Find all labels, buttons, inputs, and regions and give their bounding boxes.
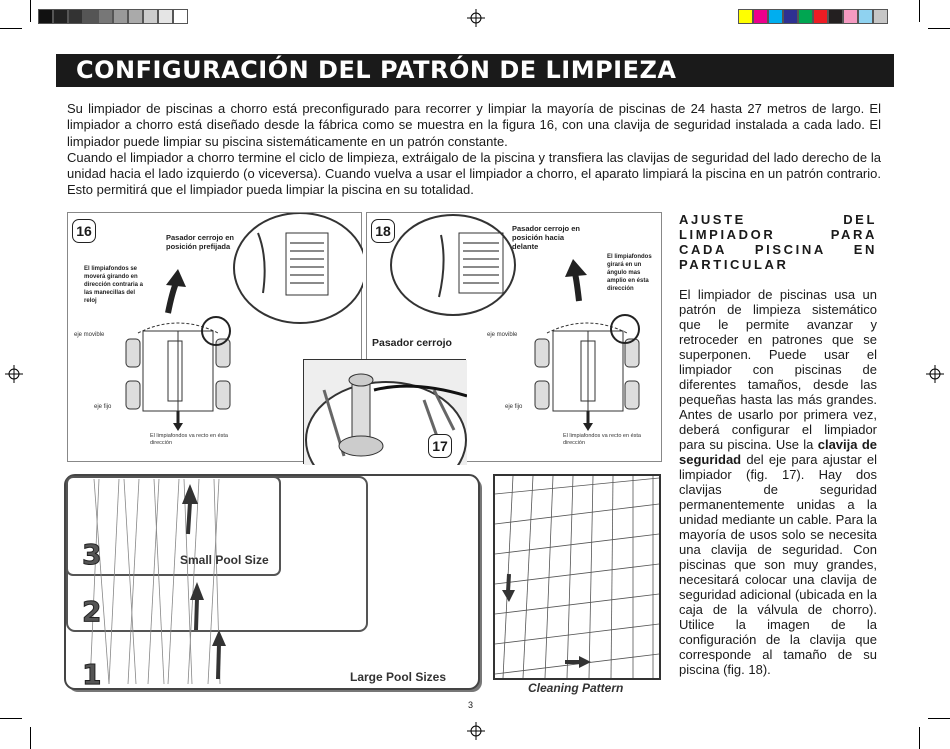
- rotation-label: El limpiafondos se moverá girando en dirección contraria a las manecillas del reloj: [84, 266, 144, 304]
- registration-mark-icon: [467, 9, 485, 27]
- registration-mark-icon: [5, 365, 23, 383]
- crop-mark: [928, 28, 950, 29]
- crop-mark: [30, 727, 31, 749]
- grayscale-swatches: [38, 9, 188, 24]
- fixed-axis-label: eje fijo: [505, 404, 523, 410]
- small-pool-label: Small Pool Size: [180, 553, 269, 567]
- side-heading: AJUSTE DEL LIMPIADOR PARA CADA PISCINA EN PARTICULAR: [679, 212, 877, 272]
- cleaning-pattern-grid: [493, 474, 665, 684]
- crop-mark: [928, 718, 950, 719]
- large-pool-label: Large Pool Sizes: [350, 670, 447, 684]
- side-paragraph: [679, 287, 877, 677]
- side-text-2: del eje para ajustar el limpiador (fig. 17). Hay dos clavijas de seguridad permanentemente unidas a la unidad mediante un cable. Para la mayoría de usos solo se necesita una clavija de seguridad. Con piscinas que son muy grandes, necesitará colocar una clavija de seguridad adicional (ubicada en la caja de la válvula de chorro). Utilice la imagen de la configuración de la clavija que corresponde al tamaño de su piscina (fig. 18).: [679, 452, 877, 677]
- crop-mark: [919, 0, 920, 22]
- angle-label: El limpiafondos girará en un ángulo mas amplio en ésta dirección: [607, 254, 652, 292]
- figure-17: [303, 359, 466, 464]
- crop-mark: [30, 0, 31, 22]
- page-number: 3: [468, 700, 474, 710]
- straight-direction-label: El limpiafondos va recto en ésta dirección: [150, 433, 228, 446]
- cleaning-pattern-label: Cleaning Pattern: [528, 681, 624, 695]
- crop-mark: [919, 727, 920, 749]
- intro-text: [67, 101, 881, 199]
- figure-number: 18: [371, 219, 395, 243]
- pool-size-diagram: [64, 474, 484, 694]
- side-column: [679, 212, 877, 677]
- figure-number: 17: [428, 434, 452, 458]
- moving-axis-label: eje movible: [487, 332, 518, 338]
- pool-number: 1: [82, 658, 102, 691]
- crop-mark: [0, 718, 22, 719]
- pool-outlines: [64, 474, 484, 694]
- color-swatches: [738, 9, 888, 24]
- pin-position-label: Pasador cerrojo en posición hacia delante: [512, 224, 580, 251]
- title-bar: [56, 54, 894, 87]
- intro-paragraph: Su limpiador de piscinas a chorro está preconfigurado para recorrer y limpiar la mayoría de piscinas de 24 hasta 27 metros de largo. El limpiador a chorro está diseñado desde la fábrica como se muestra en la figura 16, con una clavija de seguridad instalada a cada lado. El limpiador puede limpiar su piscina sistemáticamente en un patrón constante.: [67, 101, 881, 149]
- pool-number: 2: [82, 595, 102, 628]
- side-text-bold: clavija de seguridad: [679, 437, 877, 467]
- crop-mark: [0, 28, 22, 29]
- pool-number: 3: [82, 538, 102, 571]
- straight-direction-label: El limpiafondos va recto en ésta dirección: [563, 433, 641, 446]
- moving-axis-label: eje movible: [74, 332, 105, 338]
- fixed-axis-label: eje fijo: [94, 404, 112, 410]
- registration-mark-icon: [467, 722, 485, 740]
- page-title: CONFIGURACIÓN DEL PATRÓN DE LIMPIEZA: [76, 56, 677, 84]
- cleaning-pattern-diagram: [493, 474, 665, 700]
- pin-position-label: Pasador cerrojo en posición prefijada: [166, 233, 234, 251]
- pin-label: Pasador cerrojo: [372, 337, 452, 349]
- registration-mark-icon: [926, 365, 944, 383]
- figure-number: 16: [72, 219, 96, 243]
- intro-paragraph: Cuando el limpiador a chorro termine el ciclo de limpieza, extráigalo de la piscina y transfiera las clavijas de seguridad del lado derecho de la unidad hacia el lado izquierdo (o viceversa). Cuando vuelva a usar el limpiador a chorro, el aparato limpiará la piscina en un patrón contrario. Esto permitirá que el limpiador pueda limpiar la piscina en su totalidad.: [67, 149, 881, 198]
- side-text-1: El limpiador de piscinas usa un patrón de limpieza sistemático que le permite avanzar y retroceder en patrones que se superponen. Puede usar el limpiador con piscinas de diferentes tamaños, desde las pequeñas hasta las más grandes. Antes de usarlo por primera vez, deberá configurar el limpiador para su piscina. Use la: [679, 287, 877, 452]
